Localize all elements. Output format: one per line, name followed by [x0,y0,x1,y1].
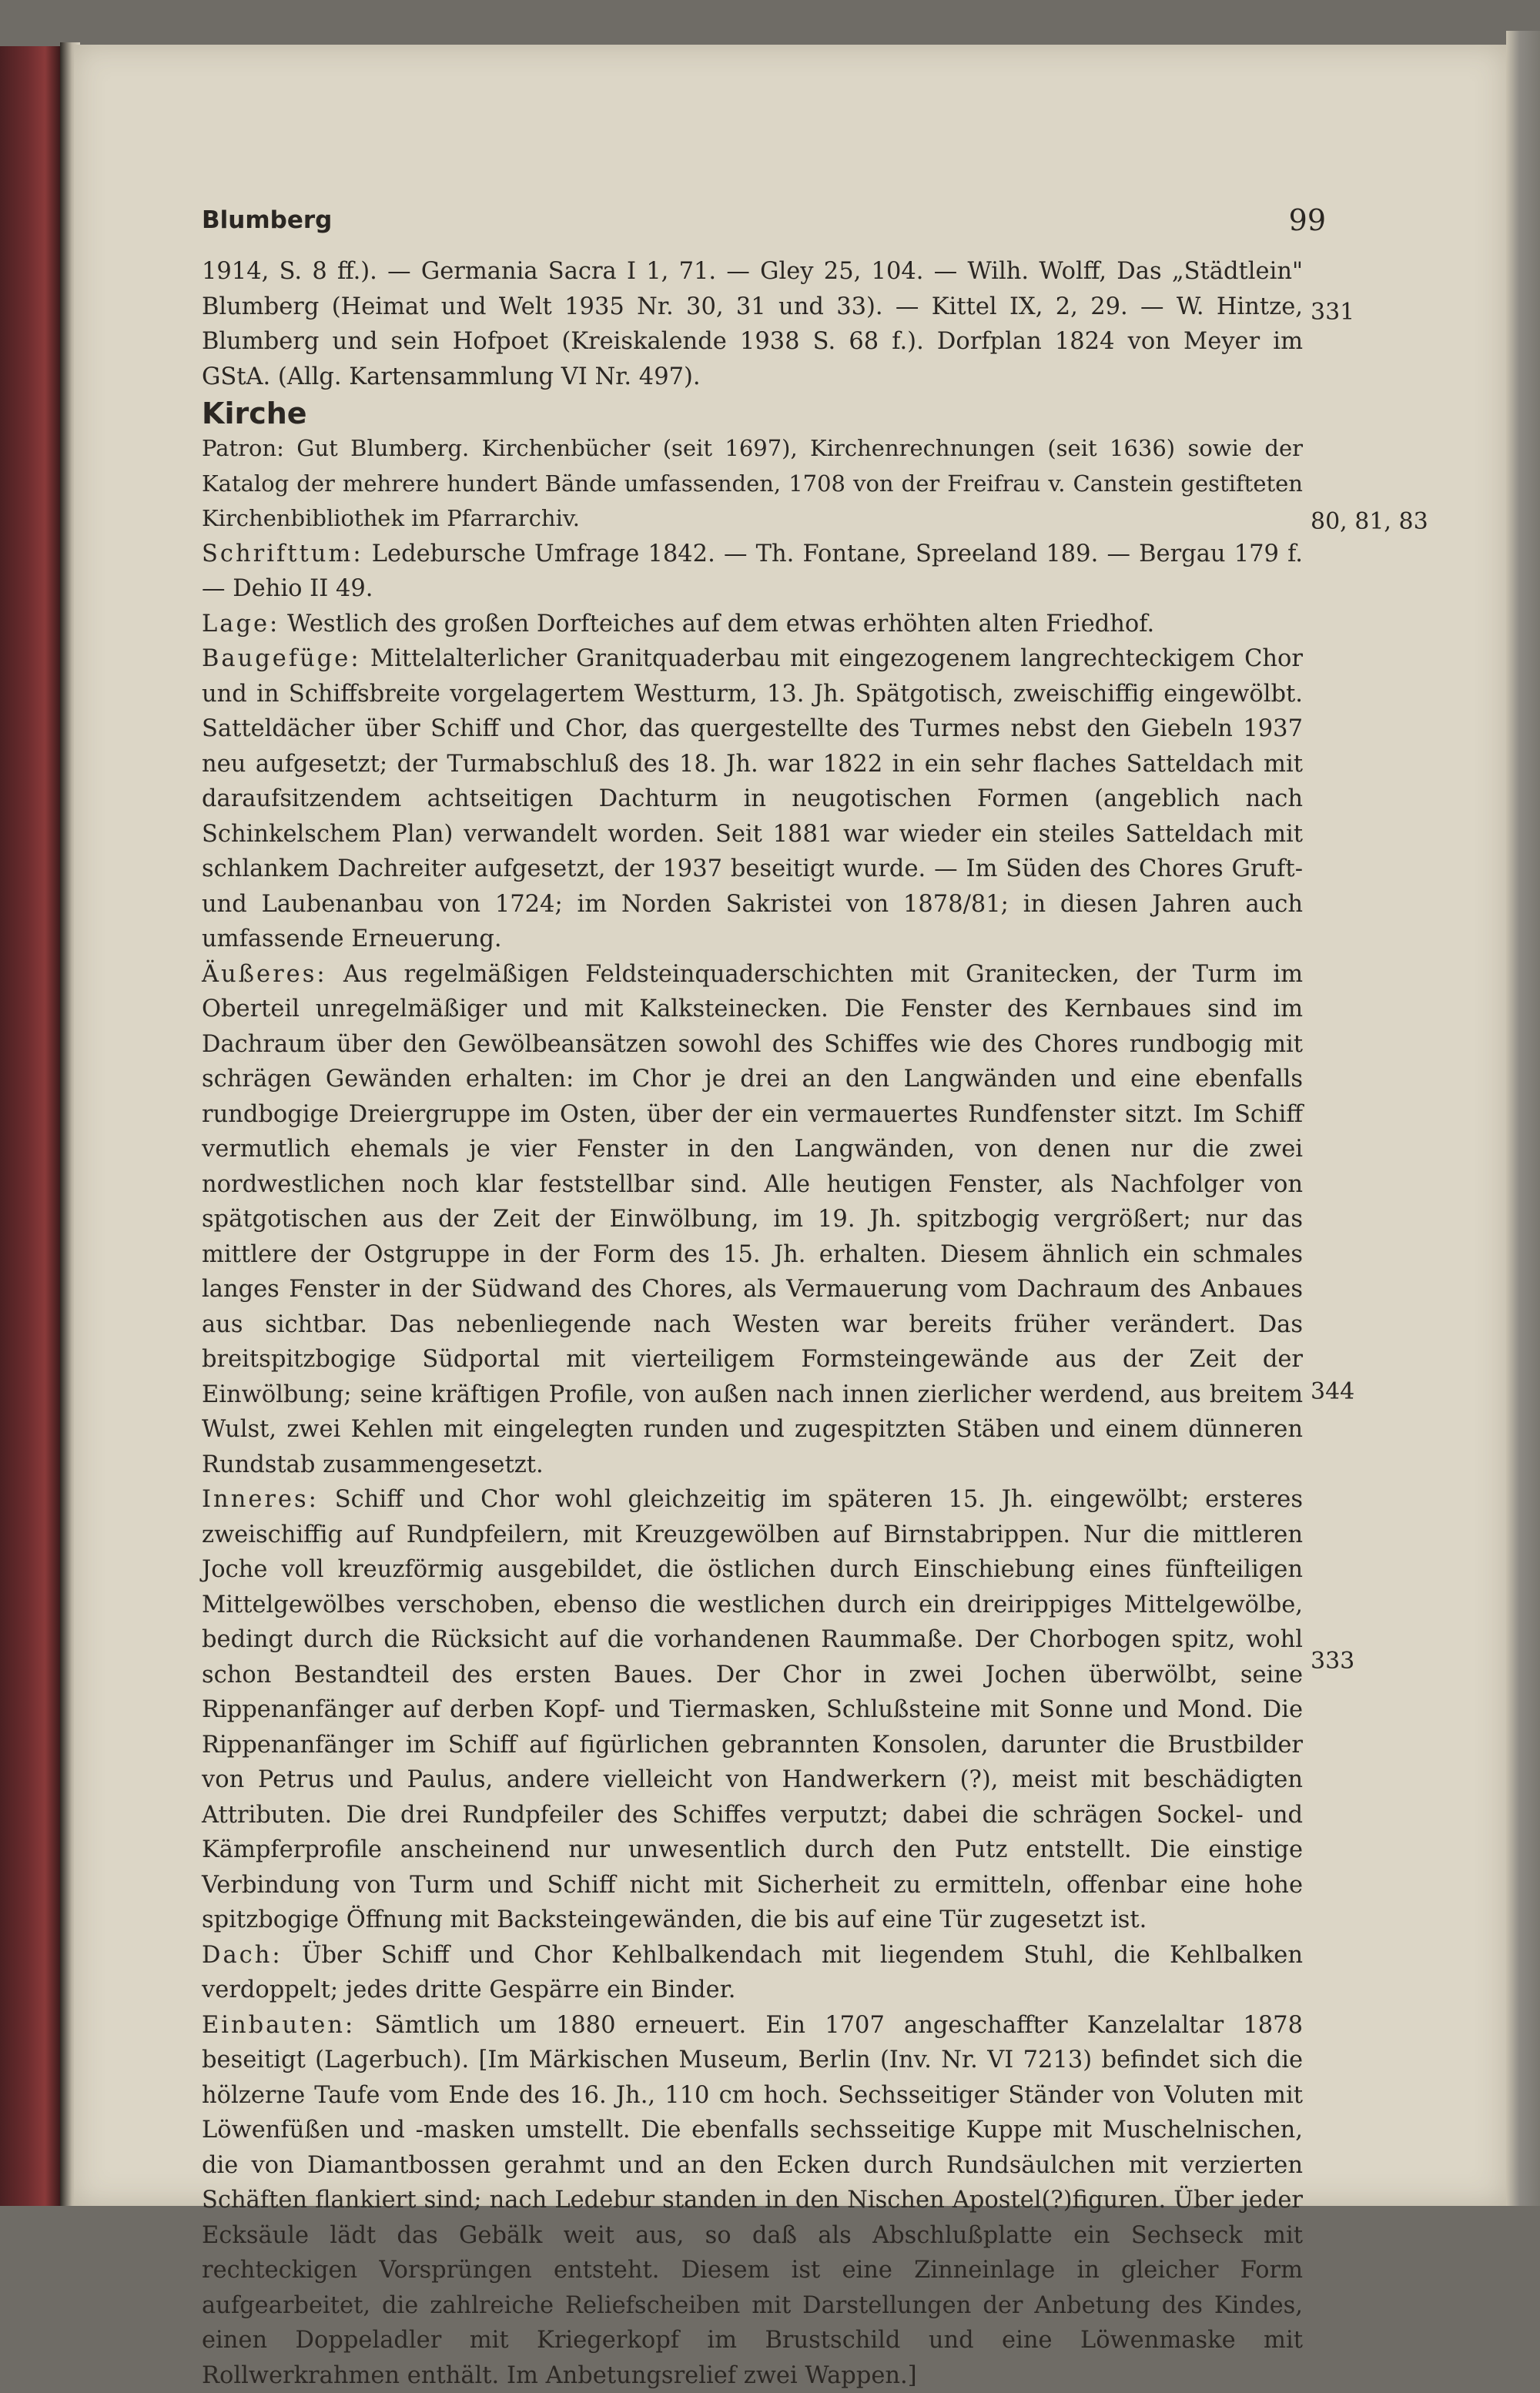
book-cover-edge [1506,31,1540,2206]
running-head [202,206,1326,246]
margin-note-plate-ref: 344 [1311,1378,1354,1405]
aeusseres-paragraph [202,957,1303,1483]
book-spine [0,46,60,2206]
patron-paragraph [202,431,1303,537]
dach-paragraph [202,1938,1303,2008]
schrifttum-label: Schrifttum: [202,541,363,567]
einbauten-paragraph [202,2008,1303,2393]
baugefuege-text: Mittelalterlicher Granitquaderbau mit eingezogenem langrechteckigem Chor und in Schiffsbreite vorgelagertem Westturm, 13. Jh. Spätgotisch, zweischiffig eingewölbt. Satteldächer über Schiff und Chor, das quergestellte des Turmes nebst den Giebeln 1937 neu aufgesetzt; der Turmabschluß des 18. Jh. war 1822 in ein sehr flaches Satteldach mit daraufsitzendem achtseitigen Dachturm in neugotischen Formen (angeblich nach Schinkelschem Plan) verwandelt worden. Seit 1881 war wieder ein steiles Satteldach mit schlankem Dachreiter aufgesetzt, der 1937 beseitigt wurde. — Im Süden des Chores Gruft- und Laubenanbau von 1724; im Norden Sakristei von 1878/81; in diesen Jahren auch umfassende Erneuerung. [202,645,1303,952]
schrifttum-text: Ledebursche Umfrage 1842. — Th. Fontane, Spreeland 189. — Bergau 179 f. — Dehio II 49. [202,541,1303,603]
baugefuege-paragraph [202,641,1303,957]
patron-label: Patron: [202,435,284,461]
baugefuege-label: Baugefüge: [202,645,361,672]
page-body [202,254,1303,2393]
aeusseres-text: Aus regelmäßigen Feldsteinquaderschichten mit Granitecken, der Turm im Oberteil unregelmäßiger und mit Kalksteinecken. Die Fenster des Kernbaues sind im Dachraum über den Gewölbeansätzen sowohl des Schiffes wie des Chores rundbogig mit schrägen Gewänden erhalten: im Chor je drei an den Langwänden und eine ebenfalls rundbogige Dreiergruppe im Osten, über der ein vermauertes Rundfenster sitzt. Im Schiff vermutlich ehemals je vier Fenster in den Langwänden, von denen nur die zwei nordwestlichen noch klar feststellbar sind. Alle heutigen Fenster, als Nachfolger von spätgotischen aus der Zeit der Einwölbung, im 19. Jh. spitzbogig vergrößert; nur das mittlere der Ostgruppe in der Form des 15. Jh. erhalten. Diesem ähnlich ein schmales langes Fenster in der Südwand des Chores, als Vermauerung vom Dachraum des Anbaues aus sichtbar. Das nebenliegende nach Westen war bereits früher verändert. Das breitspitzbogige Südportal mit vierteiligem Formsteingewände aus der Zeit der Einwölbung; seine kräftigen Profile, von außen nach innen zierlicher werdend, aus breitem Wulst, zwei Kehlen mit eingelegten runden und zugespitzten Stäben und einem dünneren Rundstab zusammengesetzt. [202,961,1303,1478]
patron-text: Gut Blumberg. Kirchenbücher (seit 1697), Kirchenrechnungen (seit 1636) sowie der Katalog der mehrere hundert Bände umfassenden, 1708 von der Freifrau v. Canstein gestifteten Kirchenbibliothek im Pfarrarchiv. [202,435,1303,531]
dach-label: Dach: [202,1942,283,1969]
lage-label: Lage: [202,611,280,638]
lage-paragraph [202,607,1303,642]
margin-note-plate-ref: 80, 81, 83 [1311,508,1428,535]
schrifttum-paragraph [202,537,1303,607]
margin-note-plate-ref: 333 [1311,1648,1354,1675]
einbauten-label: Einbauten: [202,2012,355,2039]
section-heading: Kirche [202,396,1303,431]
inneres-text: Schiff und Chor wohl gleichzeitig im späteren 15. Jh. eingewölbt; ersteres zweischiffig auf Rundpfeilern, mit Kreuzgewölben auf Birnstabrippen. Nur die mittleren Joche voll kreuzförmig ausgebildet, die östlichen durch Einschiebung eines fünfteiligen Mittelgewölbes verschoben, ebenso die westlichen durch ein dreirippiges Mittelgewölbe, bedingt durch die Rücksicht auf die vorhandenen Raummaße. Der Chorbogen spitz, wohl schon Bestandteil des ersten Baues. Der Chor in zwei Jochen überwölbt, seine Rippenanfänger auf derben Kopf- und Tiermasken, Schlußsteine mit Sonne und Mond. Die Rippenanfänger im Schiff auf figürlichen gebrannten Konsolen, darunter die Brustbilder von Petrus und Paulus, andere vielleicht von Handwerkern (?), meist mit beschädigten Attributen. Die drei Rundpfeiler des Schiffes verputzt; dabei die schrägen Sockel- und Kämpferprofile anscheinend nur unwesentlich durch den Putz entstellt. Die einstige Verbindung von Turm und Schiff nicht mit Sicherheit zu ermitteln, offenbar eine hohe spitzbogige Öffnung mit Backsteingewänden, die bis auf eine Tür zugesetzt ist. [202,1486,1303,1933]
page-number: 99 [1289,203,1326,237]
einbauten-text: Sämtlich um 1880 erneuert. Ein 1707 angeschaffter Kanzelaltar 1878 beseitigt (Lagerbuch). [Im Märkischen Museum, Berlin (Inv. Nr. VI 7213) befindet sich die hölzerne Taufe vom Ende des 16. Jh., 110 cm hoch. Sechsseitiger Ständer von Voluten mit Löwenfüßen und -masken umstellt. Die ebenfalls sechsseitige Kuppe mit Muschelnischen, die von Diamantbossen gerahmt und an den Ecken durch Rundsäulchen mit verzierten Schäften flankiert sind; nach Ledebur standen in den Nischen Apostel(?)figuren. Über jeder Ecksäule lädt das Gebälk weit aus, so daß als Abschlußplatte ein Sechseck mit rechteckigen Vorsprüngen entsteht. Diesem ist eine Zinneinlage in gleicher Form aufgearbeitet, die zahlreiche Reliefscheiben mit Darstellungen der Anbetung des Kindes, einen Doppeladler mit Kriegerkopf im Brustschild und eine Löwenmaske mit Rollwerkrahmen enthält. Im Anbetungsrelief zwei Wappen.] [202,2012,1303,2389]
running-head-title: Blumberg [202,206,332,234]
dach-text: Über Schiff und Chor Kehlbalkendach mit liegendem Stuhl, die Kehlbalken verdoppelt; jedes dritte Gespärre ein Binder. [202,1942,1303,2004]
intro-paragraph: 1914, S. 8 ff.). — Germania Sacra I 1, 71. — Gley 25, 104. — Wilh. Wolff, Das „Städtlein" Blumberg (Heimat und Welt 1935 Nr. 30, 31 und 33). — Kittel IX, 2, 29. — W. Hintze, Blumberg und sein Hofpoet (Kreiskalende 1938 S. 68 f.). Dorfplan 1824 von Meyer im GStA. (Allg. Kartensammlung VI Nr. 497). [202,254,1303,394]
margin-note-plate-ref: 331 [1311,299,1354,326]
inneres-label: Inneres: [202,1486,319,1513]
inneres-paragraph [202,1482,1303,1938]
aeusseres-label: Äußeres: [202,961,327,988]
lage-text: Westlich des großen Dorfteiches auf dem etwas erhöhten alten Friedhof. [287,611,1154,638]
